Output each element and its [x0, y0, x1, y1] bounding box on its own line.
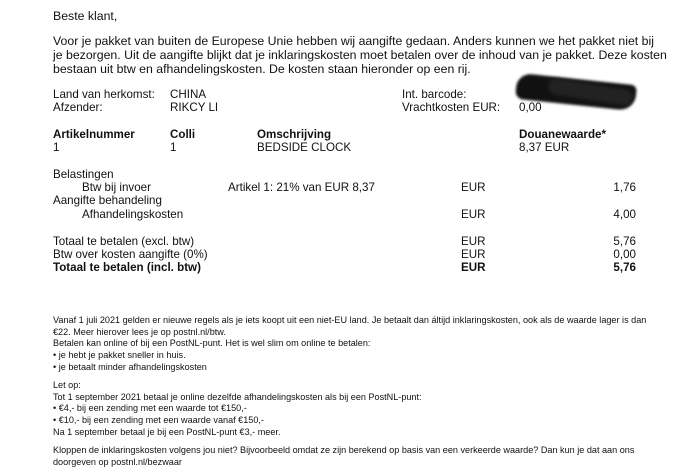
- vat-detail: Artikel 1: 21% van EUR 8,37: [228, 181, 375, 194]
- vat-label: Btw bij invoer: [82, 181, 151, 194]
- total-excl-label: Totaal te betalen (excl. btw): [53, 235, 195, 248]
- vat-costs-label: Btw over kosten aangifte (0%): [53, 248, 208, 261]
- handling-label: Afhandelingskosten: [82, 208, 184, 221]
- description-header: Omschrijving: [257, 128, 332, 141]
- intro-line: bestaan uit btw en afhandelingskosten. De kosten staan hieronder op een rij.: [53, 62, 471, 76]
- colli-header: Colli: [170, 128, 196, 141]
- footer-line: €22. Meer hierover lees je op postnl.nl/btw.: [53, 326, 226, 337]
- article-number-header: Artikelnummer: [53, 128, 135, 141]
- origin-value: CHINA: [170, 88, 207, 101]
- article-number: 1: [53, 141, 60, 154]
- total-incl-amount: 5,76: [613, 261, 636, 274]
- total-incl-label: Totaal te betalen (incl. btw): [53, 261, 201, 274]
- vat-costs-currency: EUR: [461, 248, 486, 261]
- footer-line: • je betaalt minder afhandelingskosten: [53, 361, 207, 372]
- customs-value-header: Douanewaarde*: [519, 128, 606, 141]
- footer-line: doorgeven op postnl.nl/bezwaar: [53, 456, 182, 467]
- footer-line: Vanaf 1 juli 2021 gelden er nieuwe regels als je iets koopt uit een niet-EU land. Je betaalt dan áltijd inklaringskosten, ook als de waarde lager is dan: [53, 315, 647, 325]
- taxes-label: Belastingen: [53, 168, 114, 181]
- freight-value: 0,00: [519, 101, 542, 114]
- intro-line: Voor je pakket van buiten de Europese Unie hebben wij aangifte gedaan. Anders kunnen we het pakket niet bij: [53, 34, 654, 48]
- footer-line: • €10,- bij een zending met een waarde vanaf €150,-: [53, 415, 264, 426]
- footer-line: • je hebt je pakket sneller in huis.: [53, 350, 186, 361]
- sender-value: RIKCY LI: [170, 101, 219, 114]
- handling-amount: 4,00: [613, 208, 636, 221]
- sender-label: Afzender:: [53, 101, 103, 114]
- handling-section-label: Aangifte behandeling: [53, 194, 162, 207]
- footer-line: • €4,- bij een zending met een waarde tot €150,-: [53, 403, 247, 414]
- total-excl-currency: EUR: [461, 235, 486, 248]
- freight-label: Vrachtkosten EUR:: [402, 101, 501, 114]
- salutation: Beste klant,: [53, 9, 118, 23]
- vat-amount: 1,76: [613, 181, 636, 194]
- customs-value: 8,37 EUR: [519, 141, 570, 154]
- footer-line: Betalen kan online of bij een PostNL-punt. Het is wel slim om online te betalen:: [53, 338, 371, 349]
- handling-currency: EUR: [461, 208, 486, 221]
- footer-line: Na 1 september betaal je bij een PostNL-punt €3,- meer.: [53, 426, 281, 437]
- origin-label: Land van herkomst:: [53, 88, 155, 101]
- description-value: BEDSIDE CLOCK: [257, 141, 352, 154]
- vat-costs-amount: 0,00: [613, 248, 636, 261]
- colli-value: 1: [170, 141, 177, 154]
- vat-currency: EUR: [461, 181, 486, 194]
- total-incl-currency: EUR: [461, 261, 486, 274]
- footer-line: Let op:: [53, 380, 81, 390]
- footer-line: Kloppen de inklaringskosten volgens jou niet? Bijvoorbeeld omdat ze zijn berekend op basis van een verkeerde waarde? Dan kun je dat aan ons: [53, 445, 635, 455]
- total-excl-amount: 5,76: [613, 235, 636, 248]
- footer-line: Tot 1 september 2021 betaal je online dezelfde afhandelingskosten als bij een PostNL-punt:: [53, 391, 422, 402]
- barcode-label: Int. barcode:: [402, 88, 467, 101]
- intro-line: je bezorgen. Uit de aangifte blijkt dat je inklaringskosten moet betalen over de inhoud van je pakket. Deze kosten: [53, 48, 667, 62]
